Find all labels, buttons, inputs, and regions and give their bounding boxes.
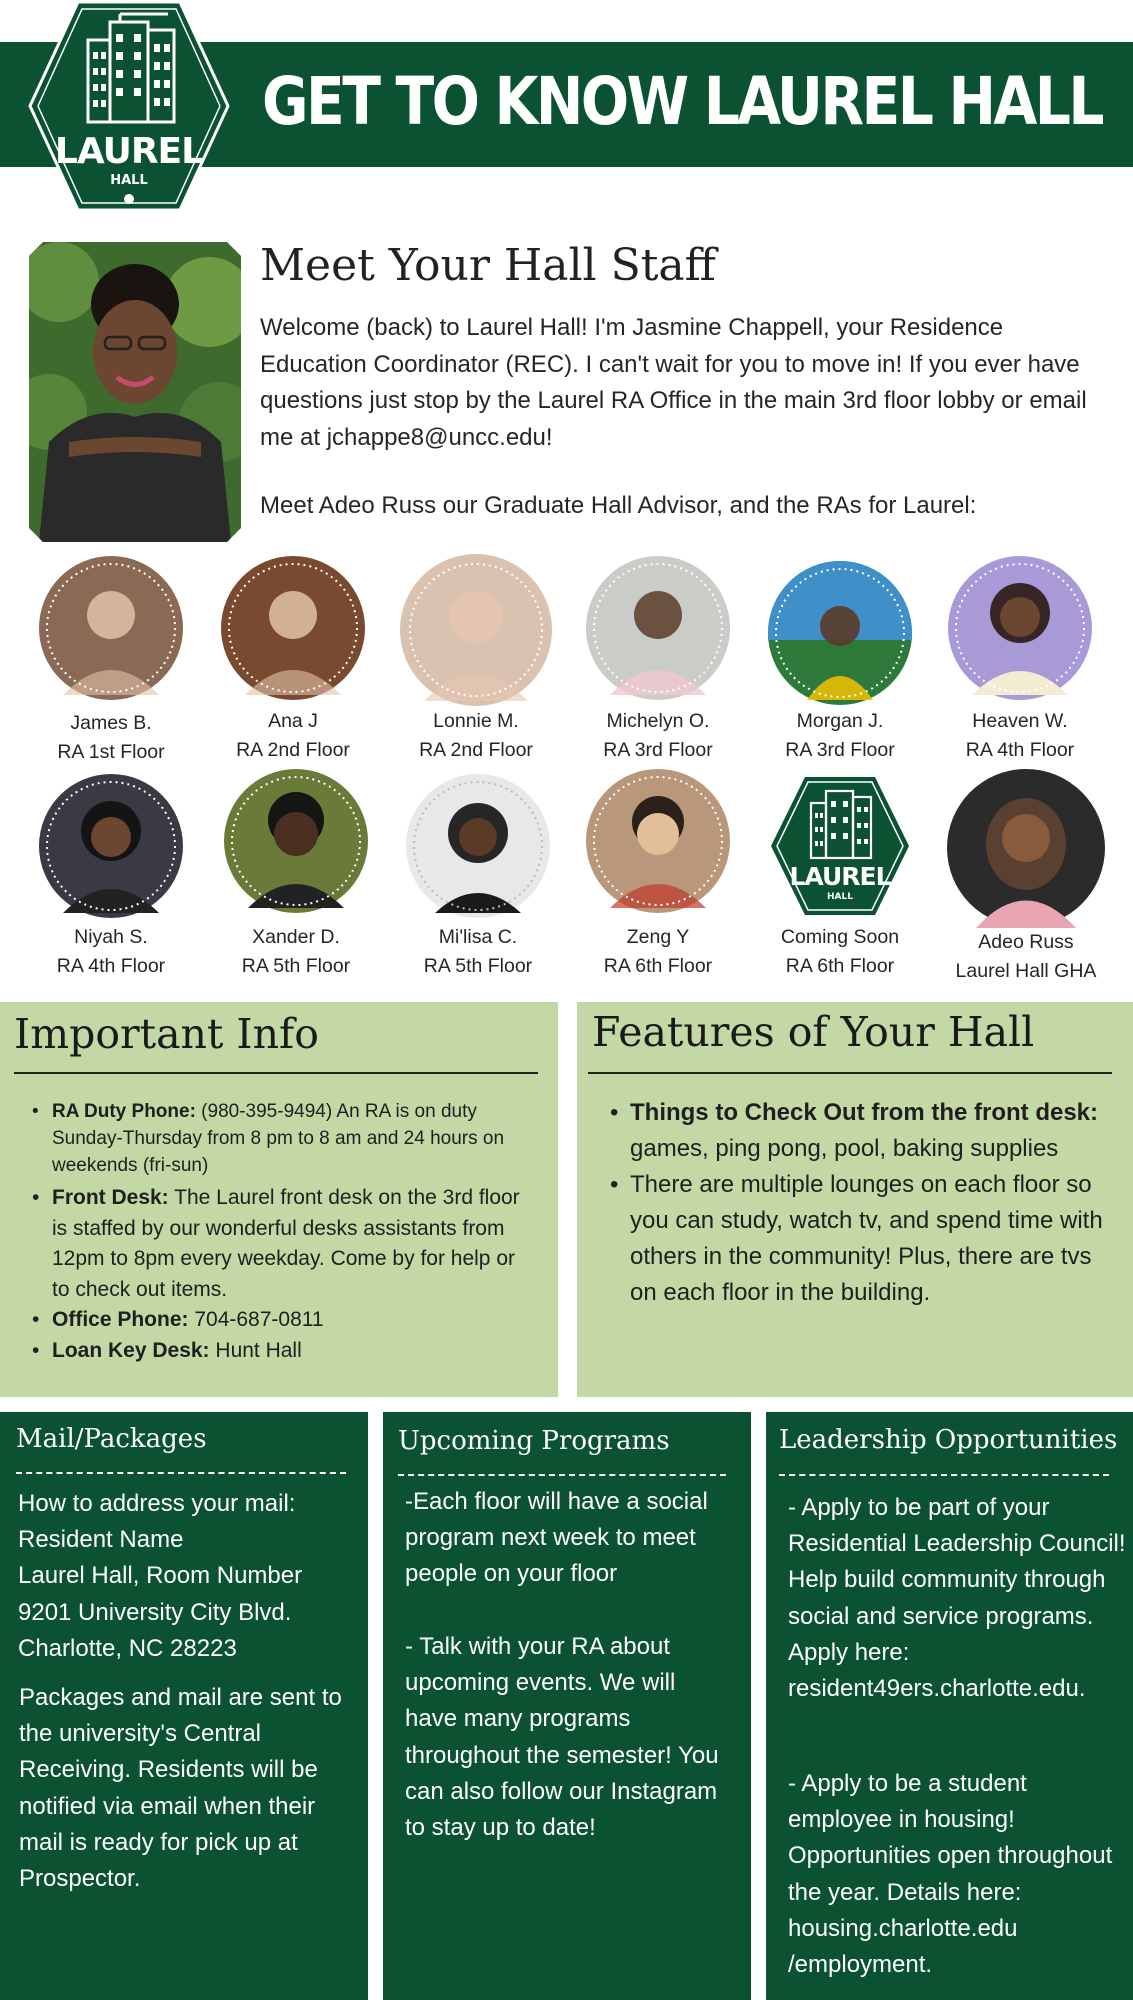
staff-card [210, 768, 382, 981]
important-info-heading: Important Info [14, 1010, 319, 1058]
staff-role: RA 2nd Floor [419, 739, 533, 761]
staff-name: Zeng Y [626, 926, 690, 948]
staff-name: Coming Soon [780, 926, 900, 948]
staff-photo [399, 553, 553, 707]
staff-name: Michelyn O. [606, 710, 710, 732]
list-item: • Office Phone: 704-687-0811 [26, 1305, 531, 1336]
staff-card [934, 555, 1106, 765]
staff-photo [38, 555, 184, 701]
staff-role: RA 3rd Floor [785, 739, 895, 761]
dashed-divider [16, 1472, 346, 1474]
meet-ras-line: Meet Adeo Russ our Graduate Hall Advisor, and the RAs for Laurel: [260, 492, 977, 519]
staff-card [754, 773, 926, 981]
staff-role: RA 2nd Floor [236, 739, 350, 761]
svg-text:HALL: HALL [827, 892, 853, 902]
laurel-logo-icon [767, 773, 913, 919]
staff-role: RA 5th Floor [241, 955, 351, 977]
staff-card [207, 555, 379, 765]
staff-photo [220, 555, 366, 701]
mail-address: How to address your mail: Resident Name Laurel Hall, Room Number 9201 University City Blvd. Charlotte, NC 28223 [18, 1490, 303, 1662]
staff-role: RA 1st Floor [57, 741, 165, 763]
staff-role: RA 5th Floor [423, 955, 533, 977]
leadership-text-2: - Apply to be a student employee in housing! Opportunities open throughout the year. Details here: housing.charlotte.edu /employment. [788, 1770, 1113, 1979]
staff-role: RA 4th Floor [56, 955, 166, 977]
staff-card [940, 768, 1112, 986]
laurel-hall-logo [28, 0, 230, 212]
staff-card [572, 768, 744, 981]
list-item: • There are multiple lounges on each floor so you can study, watch tv, and spend time with others in the community! Plus, there are tvs on each floor in the building. [604, 1167, 1114, 1311]
staff-name: Xander D. [252, 926, 340, 948]
page-title: GET TO KNOW LAUREL HALL [262, 63, 1102, 140]
programs-text-1: -Each floor will have a social program next week to meet people on your floor [405, 1488, 708, 1588]
rec-photo [29, 242, 241, 542]
svg-text:LAUREL: LAUREL [789, 862, 891, 891]
staff-card [572, 555, 744, 765]
staff-card [392, 773, 564, 981]
programs-heading: Upcoming Programs [398, 1426, 670, 1456]
staff-photo [767, 560, 913, 706]
list-item: • RA Duty Phone: (980-395-9494) An RA is on duty Sunday-Thursday from 8 pm to 8 am and 24 hours on weekends (fri-sun) [26, 1098, 531, 1179]
staff-role: RA 3rd Floor [603, 739, 713, 761]
list-item: • Loan Key Desk: Hunt Hall [26, 1336, 531, 1367]
staff-photo [585, 768, 731, 914]
staff-card [390, 553, 562, 765]
leadership-text-1: - Apply to be part of your Residential Leadership Council! Help build community through social and service programs. Apply here: resident49ers.charlotte.edu. [788, 1494, 1126, 1703]
staff-photo [223, 768, 369, 914]
staff-name: Mi'lisa C. [438, 926, 518, 948]
staff-role: RA 6th Floor [785, 955, 895, 977]
svg-text:LAUREL: LAUREL [54, 131, 204, 172]
staff-card [25, 773, 197, 981]
staff-photo [405, 773, 551, 919]
important-info-list [26, 1098, 531, 1366]
mail-heading: Mail/Packages [16, 1424, 207, 1454]
staff-role: Laurel Hall GHA [955, 960, 1097, 982]
features-list [604, 1095, 1114, 1311]
staff-photo [946, 768, 1106, 928]
staff-name: Lonnie M. [433, 710, 519, 732]
staff-card [754, 560, 926, 765]
staff-name: Niyah S. [74, 926, 148, 948]
divider [14, 1072, 538, 1074]
divider [588, 1072, 1112, 1074]
svg-text:HALL: HALL [110, 173, 148, 188]
programs-text-2: - Talk with your RA about upcoming events. We will have many programs throughout the semester! You can also follow our Instagram to stay up to date! [405, 1633, 719, 1842]
dashed-divider [398, 1474, 726, 1476]
staff-role: RA 6th Floor [603, 955, 713, 977]
staff-role: RA 4th Floor [965, 739, 1075, 761]
staff-photo [38, 773, 184, 919]
welcome-paragraph: Welcome (back) to Laurel Hall! I'm Jasmine Chappell, your Residence Education Coordinator (REC). I can't wait for you to move in! If you ever have questions just stop by the Laurel RA Office in the main 3rd floor lobby or email me at jchappe8@uncc.edu! [260, 314, 1087, 451]
staff-photo [585, 555, 731, 701]
staff-photo [947, 555, 1093, 701]
meet-staff-heading: Meet Your Hall Staff [260, 240, 716, 291]
dashed-divider [779, 1474, 1109, 1476]
staff-name: Ana J [268, 710, 318, 732]
staff-name: Morgan J. [796, 710, 884, 732]
staff-name: Heaven W. [972, 710, 1068, 732]
staff-name: James B. [70, 712, 152, 734]
leadership-heading: Leadership Opportunities [779, 1425, 1118, 1455]
packages-text: Packages and mail are sent to the university's Central Receiving. Residents will be notified via email when their mail is ready for pick up at Prospector. [19, 1684, 342, 1893]
list-item: • Front Desk: The Laurel front desk on the 3rd floor is staffed by our wonderful desks assistants from 12pm to 8pm every weekday. Come by for help or to check out items. [26, 1183, 531, 1305]
staff-card [25, 555, 197, 767]
features-heading: Features of Your Hall [592, 1008, 1035, 1056]
staff-name: Adeo Russ [978, 931, 1074, 953]
list-item: • Things to Check Out from the front desk: games, ping pong, pool, baking supplies [604, 1095, 1114, 1167]
